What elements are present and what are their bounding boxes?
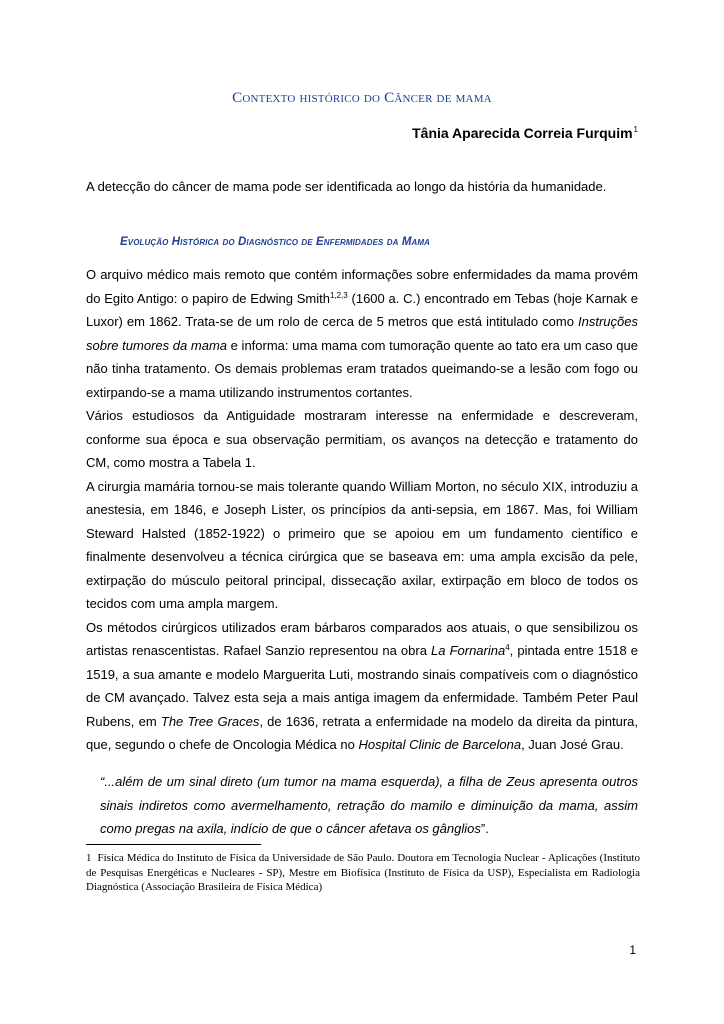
paragraph4-text-c: , de 1636, retrata a enfermidade na modelo da direita da pintura, que, segundo o chefe de Oncologia Médica no: [86, 713, 638, 752]
paragraph1-italic-title: Instruções sobre tumores da mama: [86, 314, 638, 353]
footnote: [86, 851, 640, 895]
quote-text: “...além de um sinal direto (um tumor na mama esquerda), a filha de Zeus apresenta outros sinais indiretos como avermelhamento, retração do mamilo e diminuição da mama, assim como pregas na axila, indício de que o câncer afetava os gânglios: [100, 774, 638, 836]
intro-paragraph: A detecção do câncer de mama pode ser identificada ao longo da história da humanidade.: [86, 179, 607, 194]
paragraph1-text-c: e informa: uma mama com tumoração quente ao tato era um caso que não tinha tratamento. Os demais problemas eram tratados queimando-se a lesão com fogo ou extirpando-se a mama utilizando instrumentos cortantes.: [86, 337, 638, 400]
document-title: Contexto histórico do Câncer de mama: [232, 90, 492, 106]
section-heading: Evolução Histórica do Diagnóstico de Enfermidades da Mama: [120, 236, 431, 248]
paragraph4-text-d: , Juan José Grau.: [521, 737, 624, 752]
page-number: 1: [629, 943, 636, 957]
paragraph4-italic-graces: The Tree Graces: [160, 713, 260, 729]
body-text: [86, 263, 638, 757]
paragraph1-text-b: (1600 a. C.) encontrado em Tebas (hoje Karnak e Luxor) em 1862. Trata-se de um rolo de cerca de 5 metros que está intitulado como: [86, 290, 638, 329]
paragraph-art: [86, 616, 638, 757]
footnote-divider: [86, 844, 261, 845]
paragraph-antiquity: Vários estudiosos da Antiguidade mostraram interesse na enfermidade e descreveram, conforme sua época e sua observação permitiam, os avanços na detecção e tratamento do CM, como mostra a Tabela 1.: [86, 408, 638, 470]
paragraph-egypt: [86, 263, 638, 404]
author-name: Tânia Aparecida Correia Furquim: [412, 125, 633, 141]
quote-closing: ”.: [480, 821, 489, 836]
paragraph4-italic-fornarina: La Fornarina: [431, 643, 506, 658]
footnote-text: Física Médica do Instituto de Física da Universidade de São Paulo. Doutora em Tecnologia Nuclear - Aplicações (Instituto de Pesquisas Energéticas e Nucleares - SP), Mestre em Biofísica (Instituto de Física da USP), Especialista em Radiologia Diagnóstica (Associação Brasileira de Física Médica): [86, 852, 640, 893]
block-quote: [100, 770, 638, 841]
reference-superscript: 1,2,3: [329, 290, 348, 300]
paragraph4-text-b: , pintada entre 1518 e 1519, a sua amante e modelo Marguerita Luti, mostrando sinais compatíveis com o diagnóstico de CM avançado. Talvez esta seja a mais antiga imagem da enfermidade. Também Peter Paul Rubens, em: [86, 643, 638, 729]
author-line: [412, 125, 638, 141]
paragraph4-italic-hospital: Hospital Clinic de Barcelona: [358, 737, 522, 752]
paragraph-surgery: A cirurgia mamária tornou-se mais tolerante quando William Morton, no século XIX, introduziu a anestesia, em 1846, e Joseph Lister, os princípios da anti-sepsia, em 1867. Mas, foi William Steward Halsted (1852-1922) o primeiro que se apoiou em um fundamento científico e finalmente desenvolveu a técnica cirúrgica que se baseava em: uma ampla excisão da pele, extirpação do músculo peitoral principal, dissecação axilar, extirpação em bloco de todos os tecidos com uma ampla margem.: [86, 478, 638, 611]
footnote-mark: 1: [86, 852, 92, 864]
author-footnote-mark: 1: [633, 125, 638, 135]
reference-superscript: 4: [505, 643, 510, 652]
paragraph4-text-a: Os métodos cirúrgicos utilizados eram bárbaros comparados aos atuais, o que sensibilizou os artistas renascentistas. Rafael Sanzio representou na obra: [86, 619, 638, 658]
paragraph1-text-a: O arquivo médico mais remoto que contém informações sobre enfermidades da mama provém do Egito Antigo: o papiro de Edwing Smith: [86, 267, 638, 306]
